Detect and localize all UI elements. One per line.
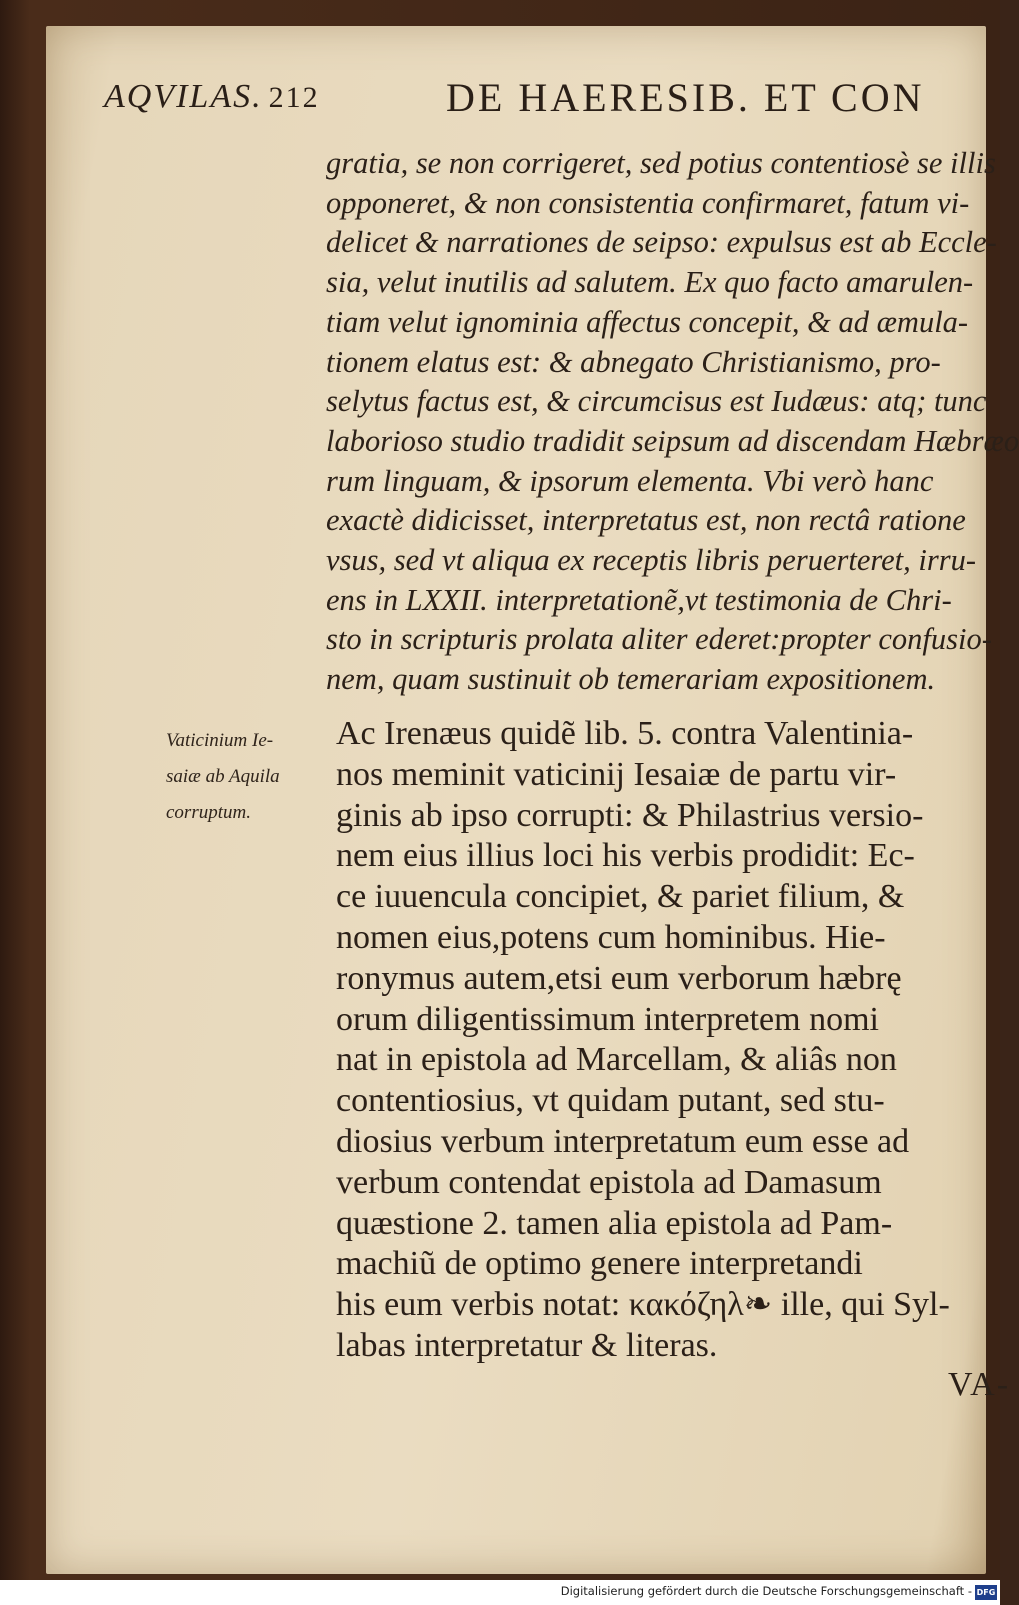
text-line: nat in epistola ad Marcellam, & aliâs non xyxy=(336,1041,897,1079)
text-line: ronymus autem,etsi eum verborum hæbrę xyxy=(336,959,902,997)
marginal-line: corruptum. xyxy=(166,802,251,823)
roman-text-block xyxy=(336,714,1016,1367)
text-line: orum diligentissimum interpretem nomi xyxy=(336,1000,879,1038)
dfg-logo: DFG xyxy=(975,1585,997,1600)
text-line: sia, velut inutilis ad salutem. Ex quo facto amarulen- xyxy=(326,265,974,300)
text-line: opponeret, & non consistentia confirmaret, fatum vi- xyxy=(326,185,970,220)
text-line: ce iuuencula concipiet, & pariet filium, & xyxy=(336,878,905,916)
text-line: labas interpretatur & literas. xyxy=(336,1326,718,1364)
text-line: ginis ab ipso corrupti: & Philastrius versio- xyxy=(336,796,924,834)
marginal-note xyxy=(166,723,336,831)
text-line: selytus factus est, & circumcisus est Iudæus: atq; tunc xyxy=(326,384,987,419)
text-line: quæstione 2. tamen alia epistola ad Pam- xyxy=(336,1204,893,1242)
text-line: tionem elatus est: & abnegato Christianismo, pro- xyxy=(326,344,941,379)
text-line: tiam velut ignominia affectus concepit, & ad æmula- xyxy=(326,304,969,339)
text-line: nem eius illius loci his verbis prodidit: Ec- xyxy=(336,837,915,875)
text-line: diosius verbum interpretatum eum esse ad xyxy=(336,1122,910,1160)
text-line: exactè didicisset, interpretatus est, non rectâ ratione xyxy=(326,503,966,538)
text-line: delicet & narrationes de seipso: expulsus est ab Eccle- xyxy=(326,225,997,260)
italic-text-block xyxy=(326,144,1019,700)
marginal-line: Vaticinium Ie- xyxy=(166,730,274,751)
text-line: nos meminit vaticinij Iesaiæ de partu vir- xyxy=(336,755,897,793)
running-head xyxy=(104,78,320,116)
text-line: contentiosius, vt quidam putant, sed stu- xyxy=(336,1082,885,1120)
running-head-text: AQVILAS. xyxy=(104,78,263,115)
text-line: laborioso studio tradidit seipsum ad discendam Hæbræo xyxy=(326,423,1019,458)
catchword: VA- xyxy=(948,1366,1011,1403)
marginal-line: saiæ ab Aquila xyxy=(166,766,280,787)
funding-credit: Digitalisierung gefördert durch die Deutsche Forschungsgemeinschaft - xyxy=(560,1584,972,1598)
text-line: nem, quam sustinuit ob temerariam expositionem. xyxy=(326,662,936,697)
book-page xyxy=(46,26,1019,1574)
page-number: 212 xyxy=(268,81,320,114)
text-line: ens in LXXII. interpretationẽ,vt testimonia de Chri- xyxy=(326,582,952,617)
text-line: rum linguam, & ipsorum elementa. Vbi verò hanc xyxy=(326,463,934,498)
text-line: verbum contendat epistola ad Damasum xyxy=(336,1163,882,1201)
text-line: gratia, se non corrigeret, sed potius contentiosè se illis xyxy=(326,146,996,180)
running-title: DE HAERESIB. ET CON xyxy=(446,75,925,120)
footer-bar xyxy=(0,1580,1000,1605)
text-line: Ac Irenæus quidẽ lib. 5. contra Valentinia- xyxy=(336,715,914,752)
text-line: nomen eius,potens cum hominibus. Hie- xyxy=(336,918,886,956)
text-line: sto in scripturis prolata aliter ederet:propter confusio- xyxy=(326,622,992,657)
text-line: vsus, sed vt aliqua ex receptis libris peruerteret, irru- xyxy=(326,543,976,578)
text-line: machiũ de optimo genere interpretandi xyxy=(336,1245,863,1283)
text-line: his eum verbis notat: κακόζηλ❧ ille, qui Syl- xyxy=(336,1286,950,1324)
